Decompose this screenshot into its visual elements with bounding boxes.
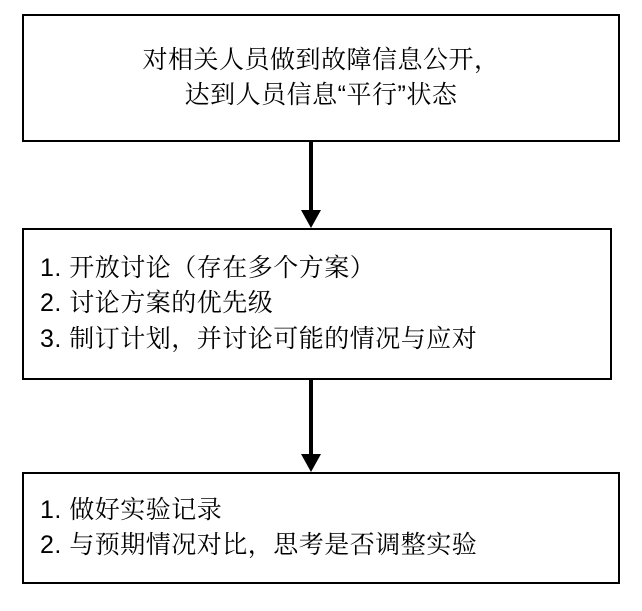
arrow-head (301, 210, 321, 228)
arrow-shaft (309, 142, 313, 210)
node-line: 1. 做好实验记录 (40, 495, 223, 524)
arrow-shaft (309, 380, 313, 454)
node-line: 1. 开放讨论（存在多个方案） (40, 253, 376, 282)
flowchart-node-record (22, 472, 620, 584)
arrow-head (301, 454, 321, 472)
node-line: 2. 与预期情况对比，思考是否调整实验 (40, 531, 478, 559)
flowchart-node-disclosure (22, 14, 620, 142)
node-line: 2. 讨论方案的优先级 (40, 289, 274, 318)
node-line: 3. 制订计划，并讨论可能的情况与应对 (40, 324, 478, 353)
node-line: 对相关人员做到故障信息公开， (142, 45, 500, 74)
node-line: 达到人员信息“平行”状态 (184, 81, 458, 109)
flowchart-node-discussion (22, 228, 612, 380)
